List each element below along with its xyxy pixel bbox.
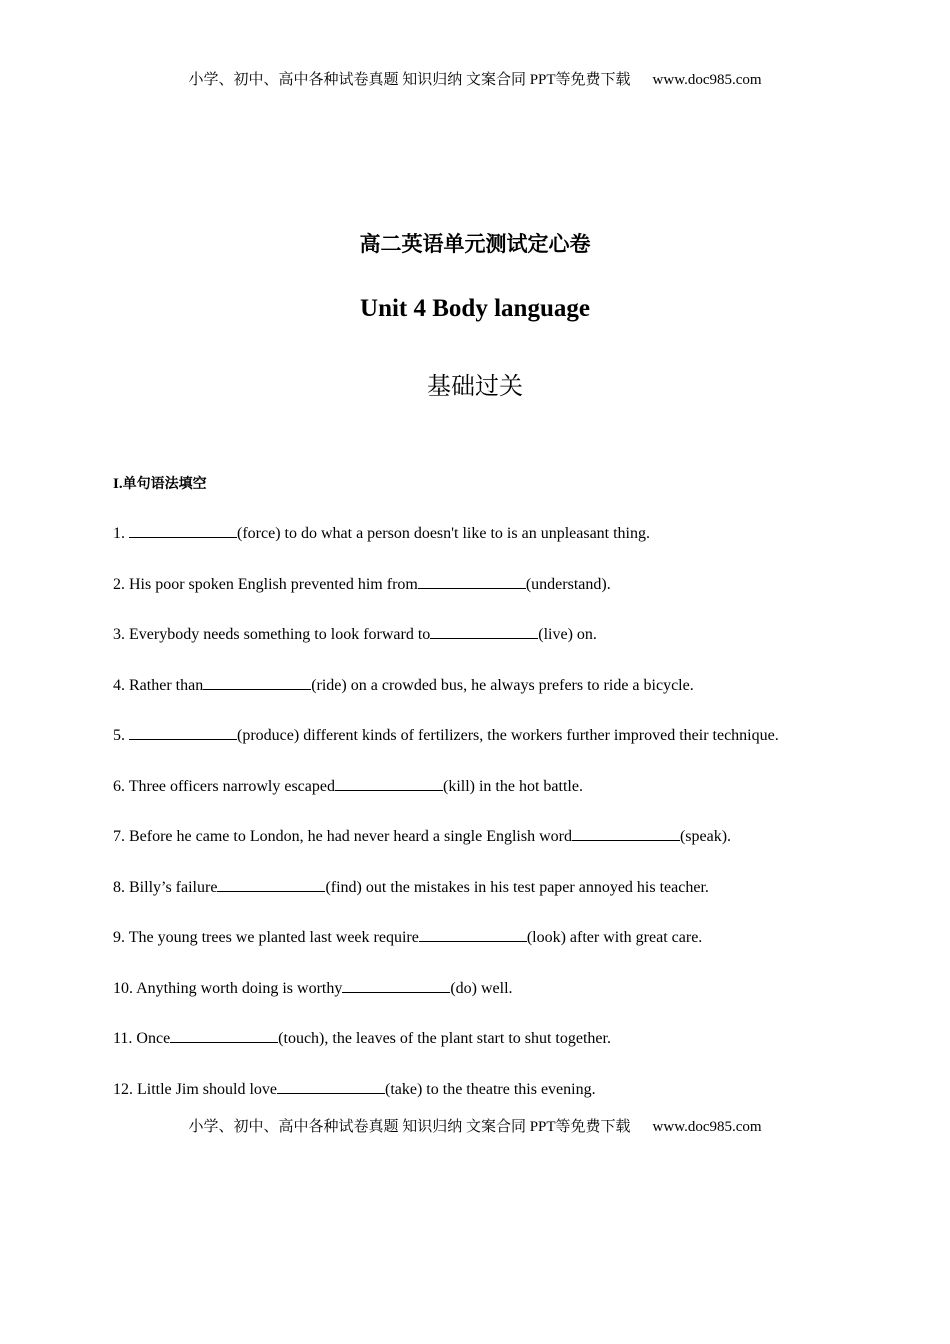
question-text-before: 11. Once (113, 1030, 171, 1047)
answer-blank[interactable] (129, 523, 237, 538)
question-item (113, 826, 843, 877)
page-footer (0, 1115, 950, 1136)
question-text-before: 2. His poor spoken English prevented him from (113, 575, 418, 593)
question-text-before: 4. Rather than (113, 676, 204, 694)
answer-blank[interactable] (170, 1028, 278, 1043)
question-item (113, 725, 843, 776)
question-text-after: (understand). (525, 575, 611, 593)
question-text-before: 12. Little Jim should love (113, 1080, 277, 1098)
question-text-after: (ride) on a crowded bus, he always prefers to ride a bicycle. (311, 676, 694, 694)
footer-url[interactable]: www.doc985.com (652, 1119, 762, 1135)
question-text-before: 7. Before he came to London, he had never heard a single English word (113, 828, 572, 845)
question-text-before: 6. Three officers narrowly escaped (113, 777, 335, 795)
question-text-before: 3. Everybody needs something to look forward to (113, 626, 431, 643)
question-item (113, 877, 843, 928)
answer-blank[interactable] (277, 1079, 385, 1094)
question-item (113, 927, 843, 978)
question-item (113, 978, 843, 1029)
section-heading (113, 473, 207, 493)
question-text-after: (do) well. (450, 979, 513, 997)
header-url[interactable]: www.doc985.com (652, 72, 762, 88)
section-subtitle: 基础过关 (427, 372, 523, 400)
answer-blank[interactable] (129, 725, 237, 740)
question-text-before: 10. Anything worth doing is worthy (113, 979, 343, 997)
answer-blank[interactable] (335, 776, 443, 791)
question-item (113, 523, 843, 574)
answer-blank[interactable] (430, 624, 538, 639)
page-header (0, 68, 950, 89)
answer-blank[interactable] (342, 978, 450, 993)
question-text-after: (kill) in the hot battle. (442, 777, 583, 795)
question-text-before: 8. Billy’s failure (113, 878, 218, 896)
question-item (113, 675, 843, 726)
question-text-after: (speak). (679, 828, 732, 845)
question-text-before: 1. (113, 525, 129, 542)
question-item (113, 574, 843, 625)
question-text-after: (take) to the theatre this evening. (385, 1080, 596, 1098)
section-label: 单句语法填空 (122, 476, 207, 492)
unit-title: Unit 4 Body language (360, 295, 590, 322)
question-text-after: (live) on. (538, 626, 597, 643)
answer-blank[interactable] (217, 877, 325, 892)
question-item (113, 776, 843, 827)
question-text-before: 9. The young trees we planted last week require (113, 929, 419, 946)
answer-blank[interactable] (419, 927, 527, 942)
question-text-after: (look) after with great care. (526, 929, 703, 946)
question-text-after: (produce) different kinds of fertilizers, the workers further improved their technique. (237, 727, 779, 744)
question-item (113, 1028, 843, 1079)
question-text-after: (find) out the mistakes in his test paper annoyed his teacher. (325, 878, 709, 896)
question-list (113, 523, 843, 1129)
question-text-after: (touch), the leaves of the plant start to shut together. (278, 1030, 611, 1047)
question-text-before: 5. (113, 727, 129, 744)
header-text: 小学、初中、高中各种试卷真题 知识归纳 文案合同 PPT等免费下载 (188, 72, 631, 88)
answer-blank[interactable] (572, 826, 680, 841)
section-number: I. (113, 476, 123, 492)
exam-title: 高二英语单元测试定心卷 (359, 232, 591, 256)
question-item (113, 624, 843, 675)
answer-blank[interactable] (203, 675, 311, 690)
question-text-after: (force) to do what a person doesn't like to is an unpleasant thing. (237, 525, 650, 542)
footer-text: 小学、初中、高中各种试卷真题 知识归纳 文案合同 PPT等免费下载 (188, 1119, 631, 1135)
answer-blank[interactable] (418, 574, 526, 589)
